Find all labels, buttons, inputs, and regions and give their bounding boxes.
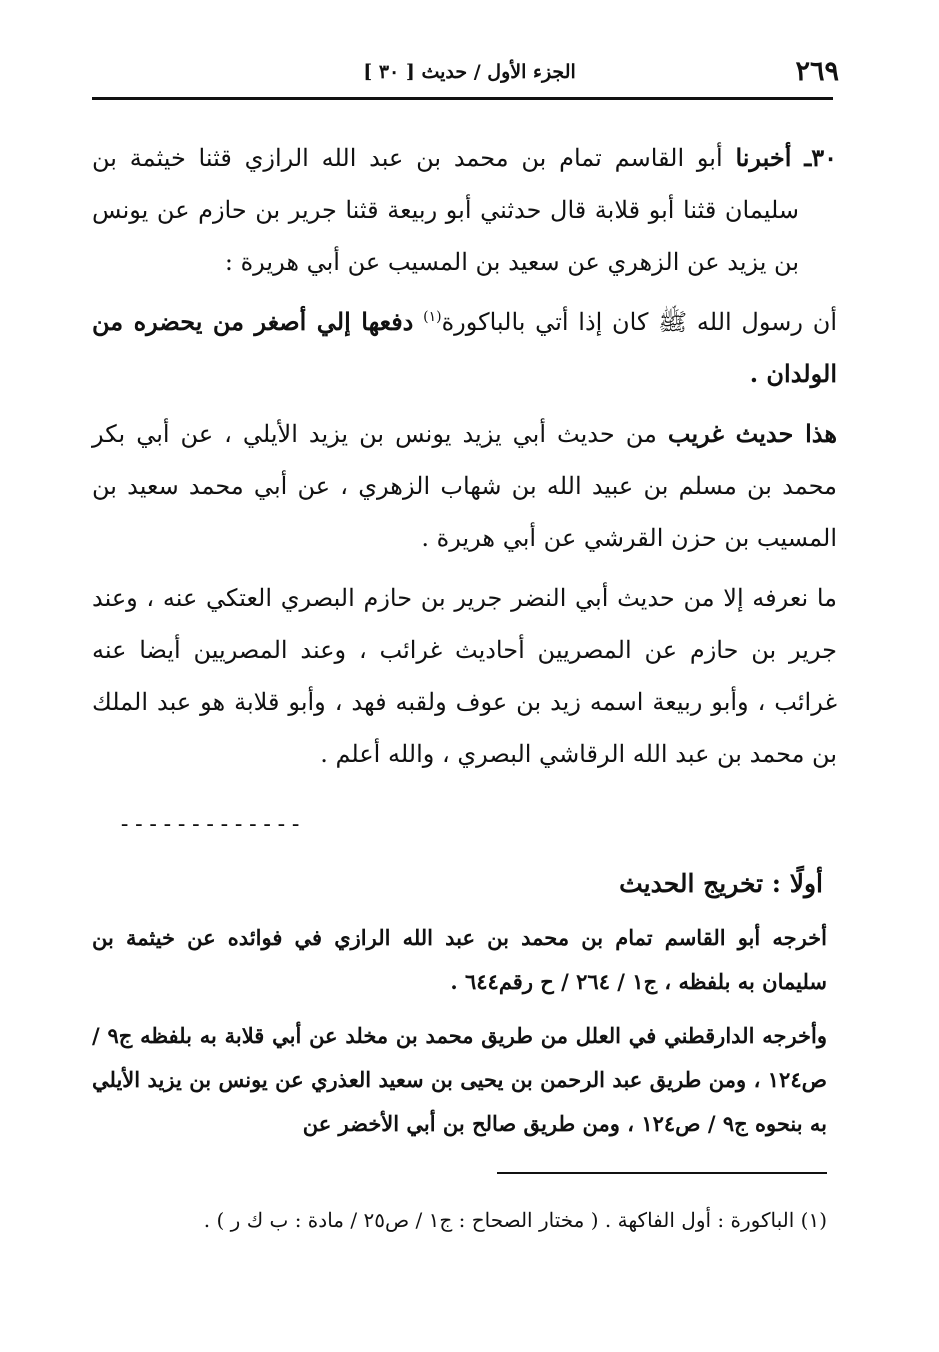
hadith-opener: أخبرنا [735,143,792,172]
running-title: الجزء الأول / حديث [ ٣٠ ] [363,61,576,83]
hadith-matn [92,296,837,400]
page-header [92,52,847,92]
header-rule [92,97,833,100]
page-number: ٢٦٩ [795,56,839,87]
footnote-mark: (١) [800,1208,827,1232]
hadith-comment-2: ما نعرفه إلا من حديث أبي النضر جرير بن حازم البصري العتكي عنه ، وعند جرير بن حازم عن المصريين أحاديث غرائب ، وعند المصريين أيضا عنه غرائب ، وأبو ربيعة اسمه زيد بن عوف ولقبه فهد ، وأبو قلابة هو عبد الملك بن محمد بن عبد الله الرقاشي البصري ، والله أعلم . [92,584,837,768]
matn-text-1: أن رسول الله ﷺ كان إذا أتي بالباكورة [441,308,837,336]
hadith-comment [92,408,837,564]
takhrij-section [92,916,827,1156]
main-text [92,132,837,788]
isnad-text: أبو القاسم تمام بن محمد بن عبد الله الرازي قثنا خيثمة بن سليمان قثنا أبو قلابة قال حدثني أبو ربيعة قثنا جرير بن حازم عن يونس بن يزيد عن الزهري عن سعيد بن المسيب عن أبي هريرة : [92,144,799,276]
footnote-rule [497,1172,827,1174]
takhrij-paragraph-2: وأخرجه الدارقطني في العلل من طريق محمد بن مخلد عن أبي قلابة به بلفظه ج٩ / ص١٢٤ ، ومن طريق عبد الرحمن بن يحيى بن سعيد العذري عن يونس بن يزيد الأيلي به بنحوه ج٩ / ص١٢٤ ، ومن طريق صالح بن أبي الأخضر عن [92,1023,827,1136]
hadith-number: ٣٠ـ [804,143,838,172]
takhrij-paragraph-1: أخرجه أبو القاسم تمام بن محمد بن عبد الله الرازي في فوائده عن خيثمة بن سليمان به بلفظه ، ج١ / ٢٦٤ / ح رقم٦٤٤ . [92,925,827,994]
footnote-text: الباكورة : أول الفاكهة . ( مختار الصحاح : ج١ / ص٢٥ / مادة : ب ك ر ) . [203,1208,795,1232]
footnote [92,1200,827,1240]
comment-text: من حديث أبي يزيد يونس بن يزيد الأيلي ، عن أبي بكر محمد بن مسلم بن عبيد الله بن شهاب الزهري ، عن أبي محمد سعيد بن المسيب بن حزن القرشي عن أبي هريرة . [92,420,837,552]
section-title: أولًا : تخريج الحديث [619,869,823,898]
matn-text-2: دفعها إلي أصغر من يحضره من الولدان . [92,307,837,388]
dashed-separator: ------------- [118,812,304,837]
hadith-isnad [92,132,837,288]
footnote-ref: (١) [423,309,442,325]
comment-lead: هذا حديث غريب [667,419,837,448]
